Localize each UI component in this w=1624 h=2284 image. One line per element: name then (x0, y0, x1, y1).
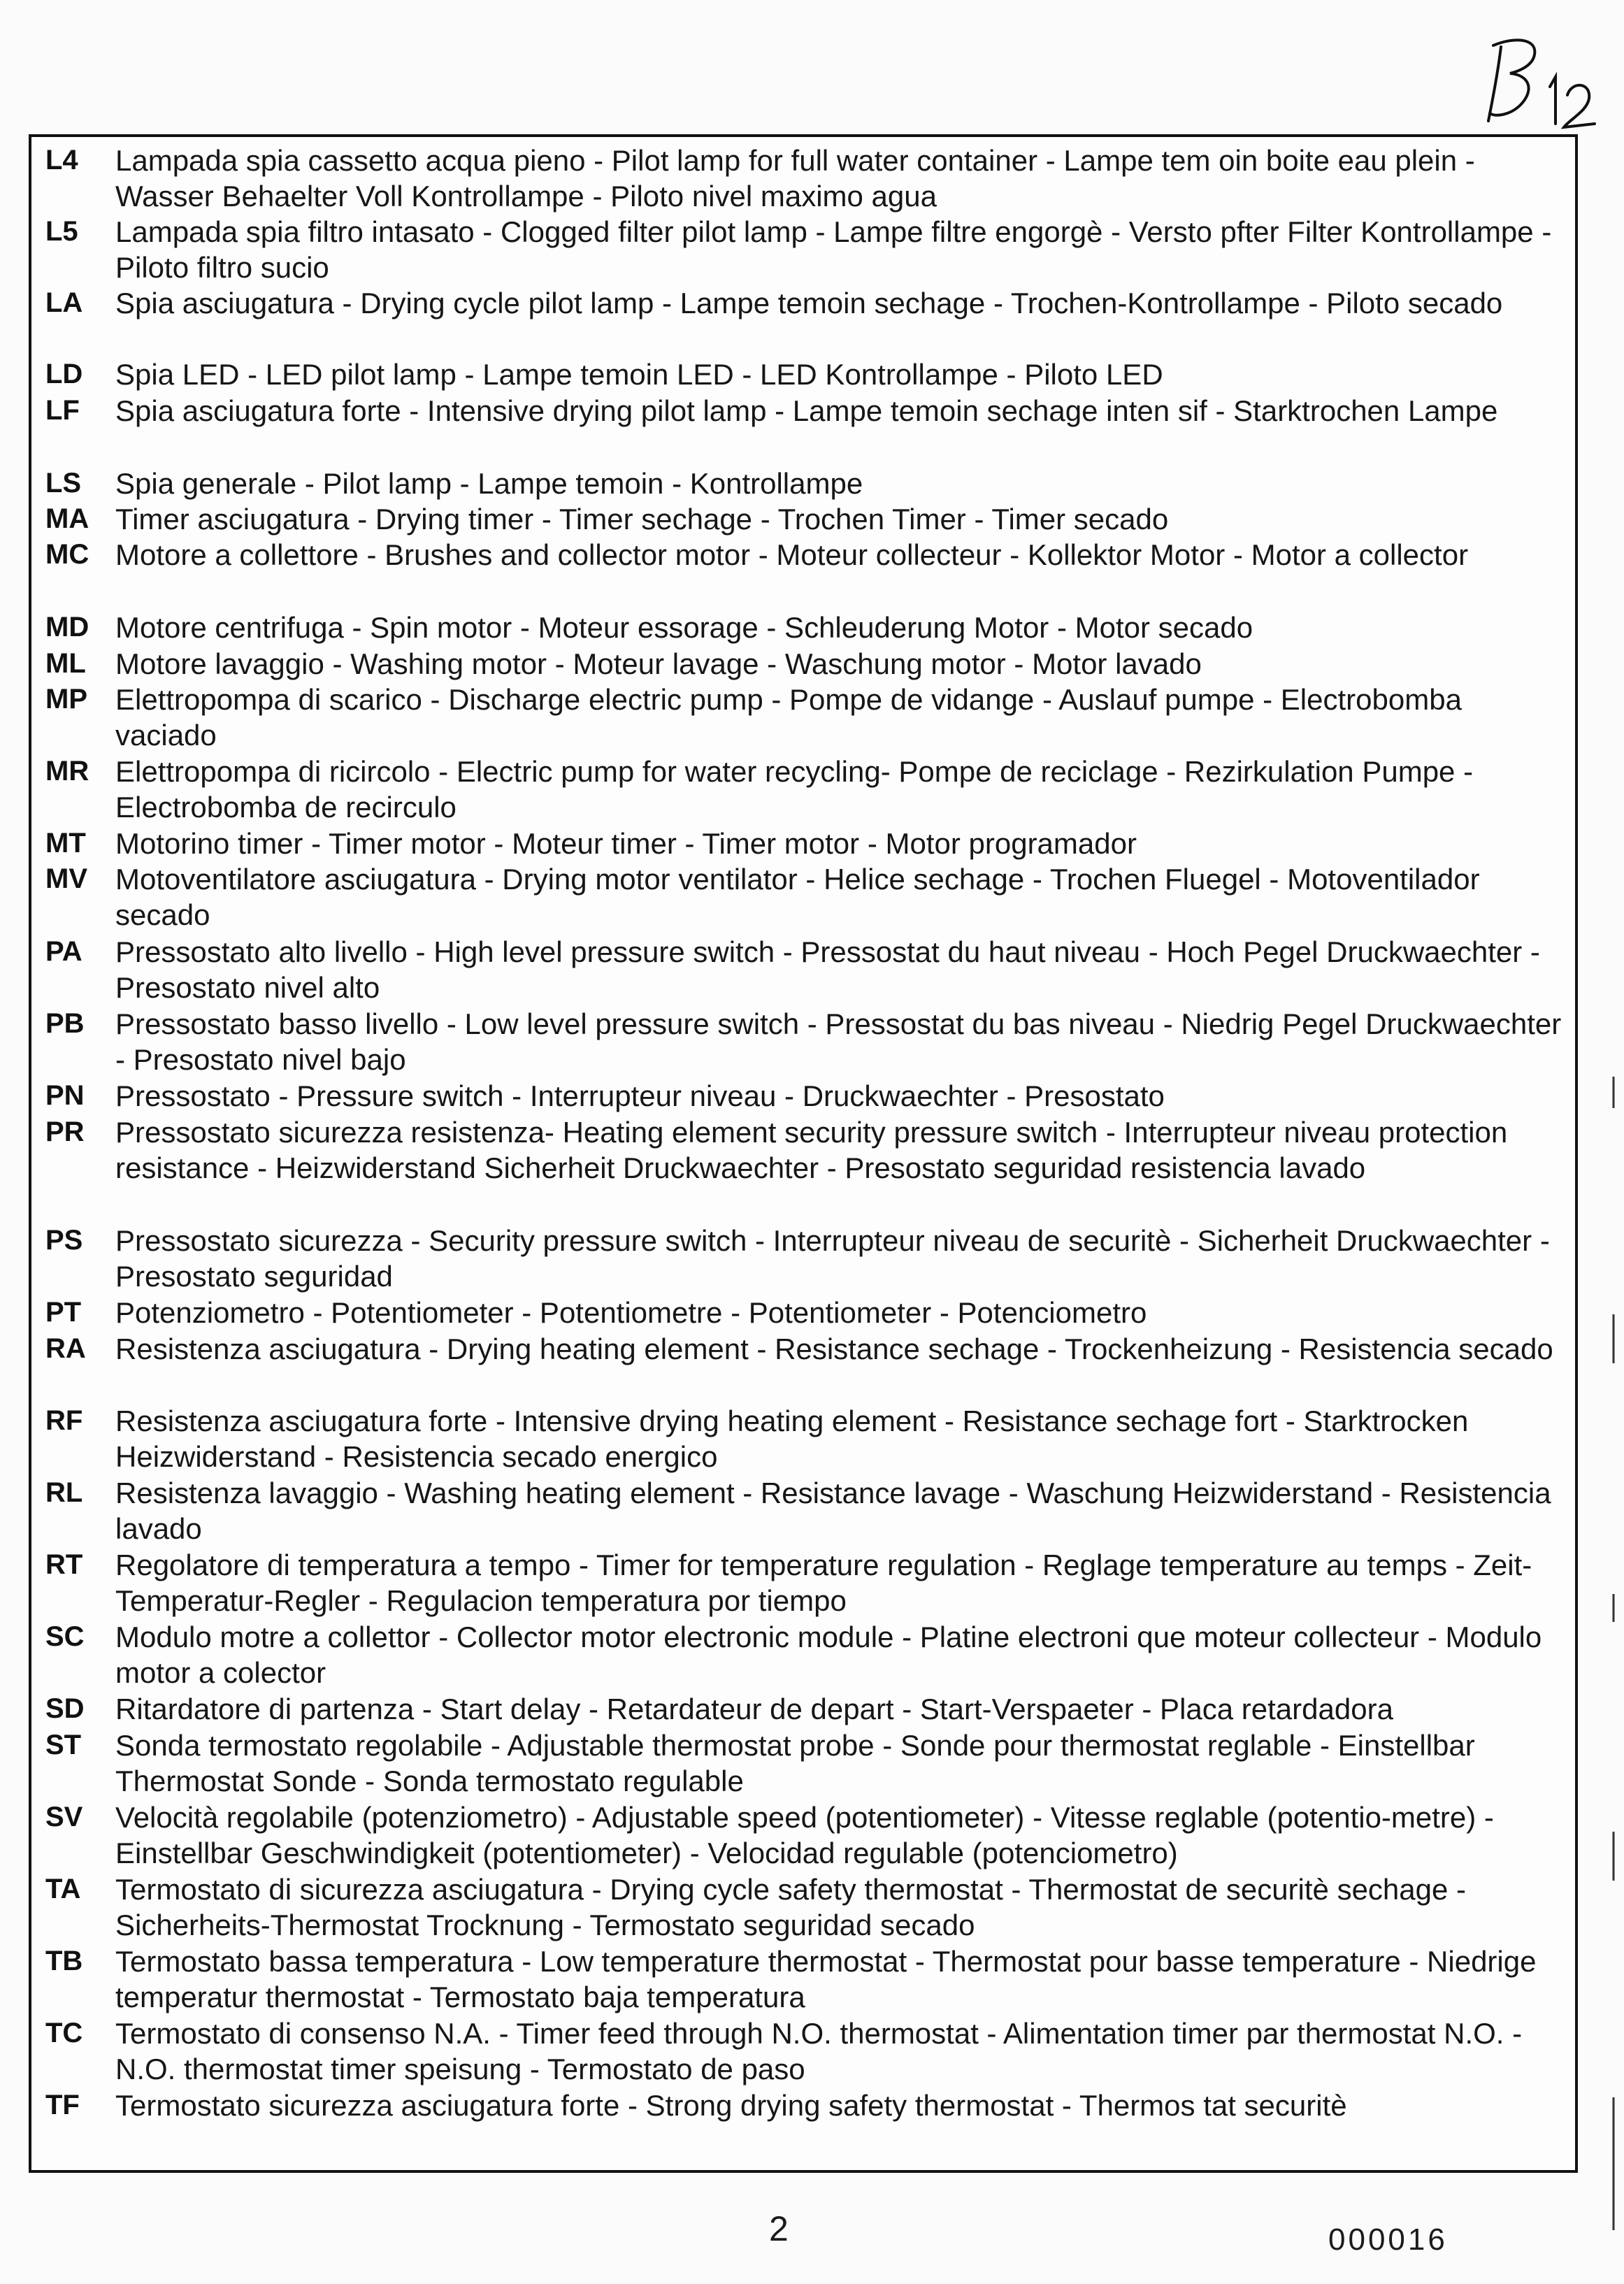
legend-row-tb (31, 1944, 1575, 2020)
legend-description: Spia asciugatura forte - Intensive drying pilot lamp - Lampe temoin sechage inten sif - Starktrochen Lampe (115, 394, 1498, 427)
legend-row-ps (31, 1223, 1575, 1300)
legend-row-l5 (31, 214, 1575, 291)
legend-description: Resistenza lavaggio - Washing heating element - Resistance lavage - Waschung Heizwiderstand - Resistencia lavado (115, 1477, 1551, 1545)
legend-row-sv (31, 1800, 1575, 1876)
legend-code: MD (45, 612, 89, 642)
legend-description: Modulo motre a collettor - Collector motor electronic module - Platine electroni que moteur collecteur - Modulo motor a colector (115, 1621, 1542, 1689)
legend-code: SD (45, 1693, 85, 1724)
legend-description: Resistenza asciugatura forte - Intensive drying heating element - Resistance sechage fort - Starktrocken Heizwiderstand - Resistencia secado energico (115, 1405, 1469, 1473)
legend-code: RF (45, 1405, 83, 1436)
legend-code: TB (45, 1946, 83, 1976)
legend-description: Lampada spia filtro intasato - Clogged filter pilot lamp - Lampe filtre engorgè - Versto pfter Filter Kontrollampe - Piloto filtro sucio (115, 215, 1552, 284)
legend-row-sc (31, 1619, 1575, 1696)
legend-description: Motore a collettore - Brushes and collector motor - Moteur collecteur - Kollektor Motor - Motor a collector (115, 538, 1469, 571)
legend-description: Timer asciugatura - Drying timer - Timer sechage - Trochen Timer - Timer secado (115, 503, 1169, 536)
legend-description: Velocità regolabile (potenziometro) - Adjustable speed (potentiometer) - Vitesse reglable (potentio-metre) - Einstellbar Geschwindigkeit (potentiometer) - Velocidad regulable (potenciometro) (115, 1801, 1494, 1869)
legend-description: Pressostato alto livello - High level pressure switch - Pressostat du haut niveau - Hoch Pegel Druckwaechter - Presostato nivel alto (115, 935, 1540, 1004)
legend-code: L5 (45, 216, 78, 247)
legend-row-rl (31, 1475, 1575, 1552)
legend-code: ML (45, 648, 86, 679)
legend-code: RT (45, 1549, 83, 1580)
legend-description: Lampada spia cassetto acqua pieno - Pilot lamp for full water container - Lampe tem oin boite eau plein - Wasser Behaelter Voll Kontrollampe - Piloto nivel maximo agua (115, 144, 1475, 213)
legend-description: Termostato sicurezza asciugatura forte - Strong drying safety thermostat - Thermos tat securitè (115, 2089, 1347, 2122)
legend-code: RL (45, 1477, 83, 1508)
scan-margin-marks (1611, 1077, 1616, 2230)
legend-row-rf (31, 1403, 1575, 1480)
legend-code: TF (45, 2090, 80, 2120)
legend-description: Resistenza asciugatura - Drying heating element - Resistance sechage - Trockenheizung - Resistencia secado (115, 1333, 1553, 1365)
legend-row-tf (31, 2088, 1575, 2164)
legend-code: MT (45, 828, 86, 859)
legend-description: Motoventilatore asciugatura - Drying motor ventilator - Helice sechage - Trochen Fluegel - Motoventilador secado (115, 863, 1480, 931)
legend-code: PB (45, 1008, 85, 1039)
legend-description: Pressostato basso livello - Low level pressure switch - Pressostat du bas niveau - Niedrig Pegel Druckwaechter - Presostato nivel bajo (115, 1007, 1562, 1076)
legend-description: Motore centrifuga - Spin motor - Moteur essorage - Schleuderung Motor - Motor secado (115, 611, 1253, 644)
legend-code: SC (45, 1621, 85, 1652)
legend-description: Pressostato sicurezza resistenza- Heating element security pressure switch - Interrupteur niveau protection resistance - Heizwiderstand Sicherheit Druckwaechter - Presostato seguridad resistencia lavado (115, 1116, 1508, 1184)
legend-row-mc (31, 537, 1575, 614)
legend-description: Pressostato - Pressure switch - Interrupteur niveau - Druckwaechter - Presostato (115, 1079, 1165, 1112)
legend-row-rt (31, 1547, 1575, 1624)
legend-code: L4 (45, 145, 78, 175)
legend-description: Spia asciugatura - Drying cycle pilot lamp - Lampe temoin sechage - Trochen-Kontrollampe - Piloto secado (115, 287, 1503, 319)
legend-description: Elettropompa di ricircolo - Electric pump for water recycling- Pompe de reciclage - Rezirkulation Pumpe - Electrobomba de recirculo (115, 755, 1474, 824)
component-legend-table (29, 134, 1578, 2173)
legend-code: RA (45, 1333, 86, 1364)
document-number: 000016 (1328, 2222, 1448, 2257)
legend-description: Potenziometro - Potentiometer - Potentiometre - Potentiometer - Potenciometro (115, 1296, 1147, 1329)
legend-description: Motore lavaggio - Washing motor - Moteur lavage - Waschung motor - Motor lavado (115, 647, 1202, 680)
legend-code: MP (45, 684, 87, 714)
legend-description: Sonda termostato regolabile - Adjustable thermostat probe - Sonde pour thermostat reglable - Einstellbar Thermostat Sonde - Sonda termostato regulable (115, 1729, 1475, 1797)
legend-code: PR (45, 1116, 85, 1147)
legend-description: Termostato di consenso N.A. - Timer feed through N.O. thermostat - Alimentation timer par thermostat N.O. - N.O. thermostat timer speisung - Termostato de paso (115, 2017, 1523, 2085)
legend-description: Spia generale - Pilot lamp - Lampe temoin - Kontrollampe (115, 467, 863, 500)
legend-code: PN (45, 1080, 85, 1111)
legend-code: SV (45, 1802, 83, 1832)
legend-description: Spia LED - LED pilot lamp - Lampe temoin LED - LED Kontrollampe - Piloto LED (115, 358, 1163, 391)
legend-code: LD (45, 359, 83, 389)
legend-row-ra (31, 1331, 1575, 1408)
legend-code: MC (45, 539, 89, 570)
legend-code: ST (45, 1730, 82, 1760)
legend-row-mp (31, 682, 1575, 759)
page-number: 2 (769, 2209, 789, 2248)
legend-row-pr (31, 1114, 1575, 1226)
legend-description: Elettropompa di scarico - Discharge electric pump - Pompe de vidange - Auslauf pumpe - Electrobomba vaciado (115, 683, 1462, 752)
legend-description: Ritardatore di partenza - Start delay - Retardateur de depart - Start-Verspaeter - Placa retardadora (115, 1693, 1393, 1725)
legend-code: MA (45, 503, 89, 534)
legend-row-ta (31, 1872, 1575, 1948)
legend-row-la (31, 285, 1575, 362)
legend-row-mv (31, 861, 1575, 938)
legend-row-st (31, 1728, 1575, 1804)
legend-code: PA (45, 936, 82, 967)
legend-row-lf (31, 393, 1575, 470)
handwritten-page-mark (1472, 31, 1597, 136)
legend-code: LA (45, 287, 83, 318)
legend-description: Regolatore di temperatura a tempo - Timer for temperature regulation - Reglage temperature au temps - Zeit-Temperatur-Regler - Regulacion temperatura por tiempo (115, 1549, 1532, 1617)
legend-code: PT (45, 1297, 82, 1328)
legend-row-pb (31, 1006, 1575, 1083)
legend-code: TC (45, 2018, 83, 2048)
legend-row-l4 (31, 143, 1575, 220)
handwritten-b12-icon (1472, 31, 1597, 136)
legend-description: Motorino timer - Timer motor - Moteur timer - Timer motor - Motor programador (115, 827, 1137, 860)
legend-code: PS (45, 1225, 83, 1256)
legend-code: MR (45, 756, 89, 787)
legend-code: LF (45, 395, 80, 426)
legend-code: TA (45, 1874, 81, 1904)
legend-row-mr (31, 754, 1575, 831)
legend-row-pa (31, 934, 1575, 1011)
legend-code: LS (45, 468, 82, 498)
legend-row-tc (31, 2016, 1575, 2092)
legend-description: Termostato bassa temperatura - Low temperature thermostat - Thermostat pour basse temperature - Niedrige temperatur thermostat - Termostato baja temperatura (115, 1945, 1537, 2013)
legend-code: MV (45, 863, 87, 894)
legend-description: Pressostato sicurezza - Security pressure switch - Interrupteur niveau de securitè - Sicherheit Druckwaechter - Presostato seguridad (115, 1224, 1550, 1293)
legend-description: Termostato di sicurezza asciugatura - Drying cycle safety thermostat - Thermostat de securitè sechage - Sicherheits-Thermostat Trocknung - Termostato seguridad secado (115, 1873, 1467, 1941)
